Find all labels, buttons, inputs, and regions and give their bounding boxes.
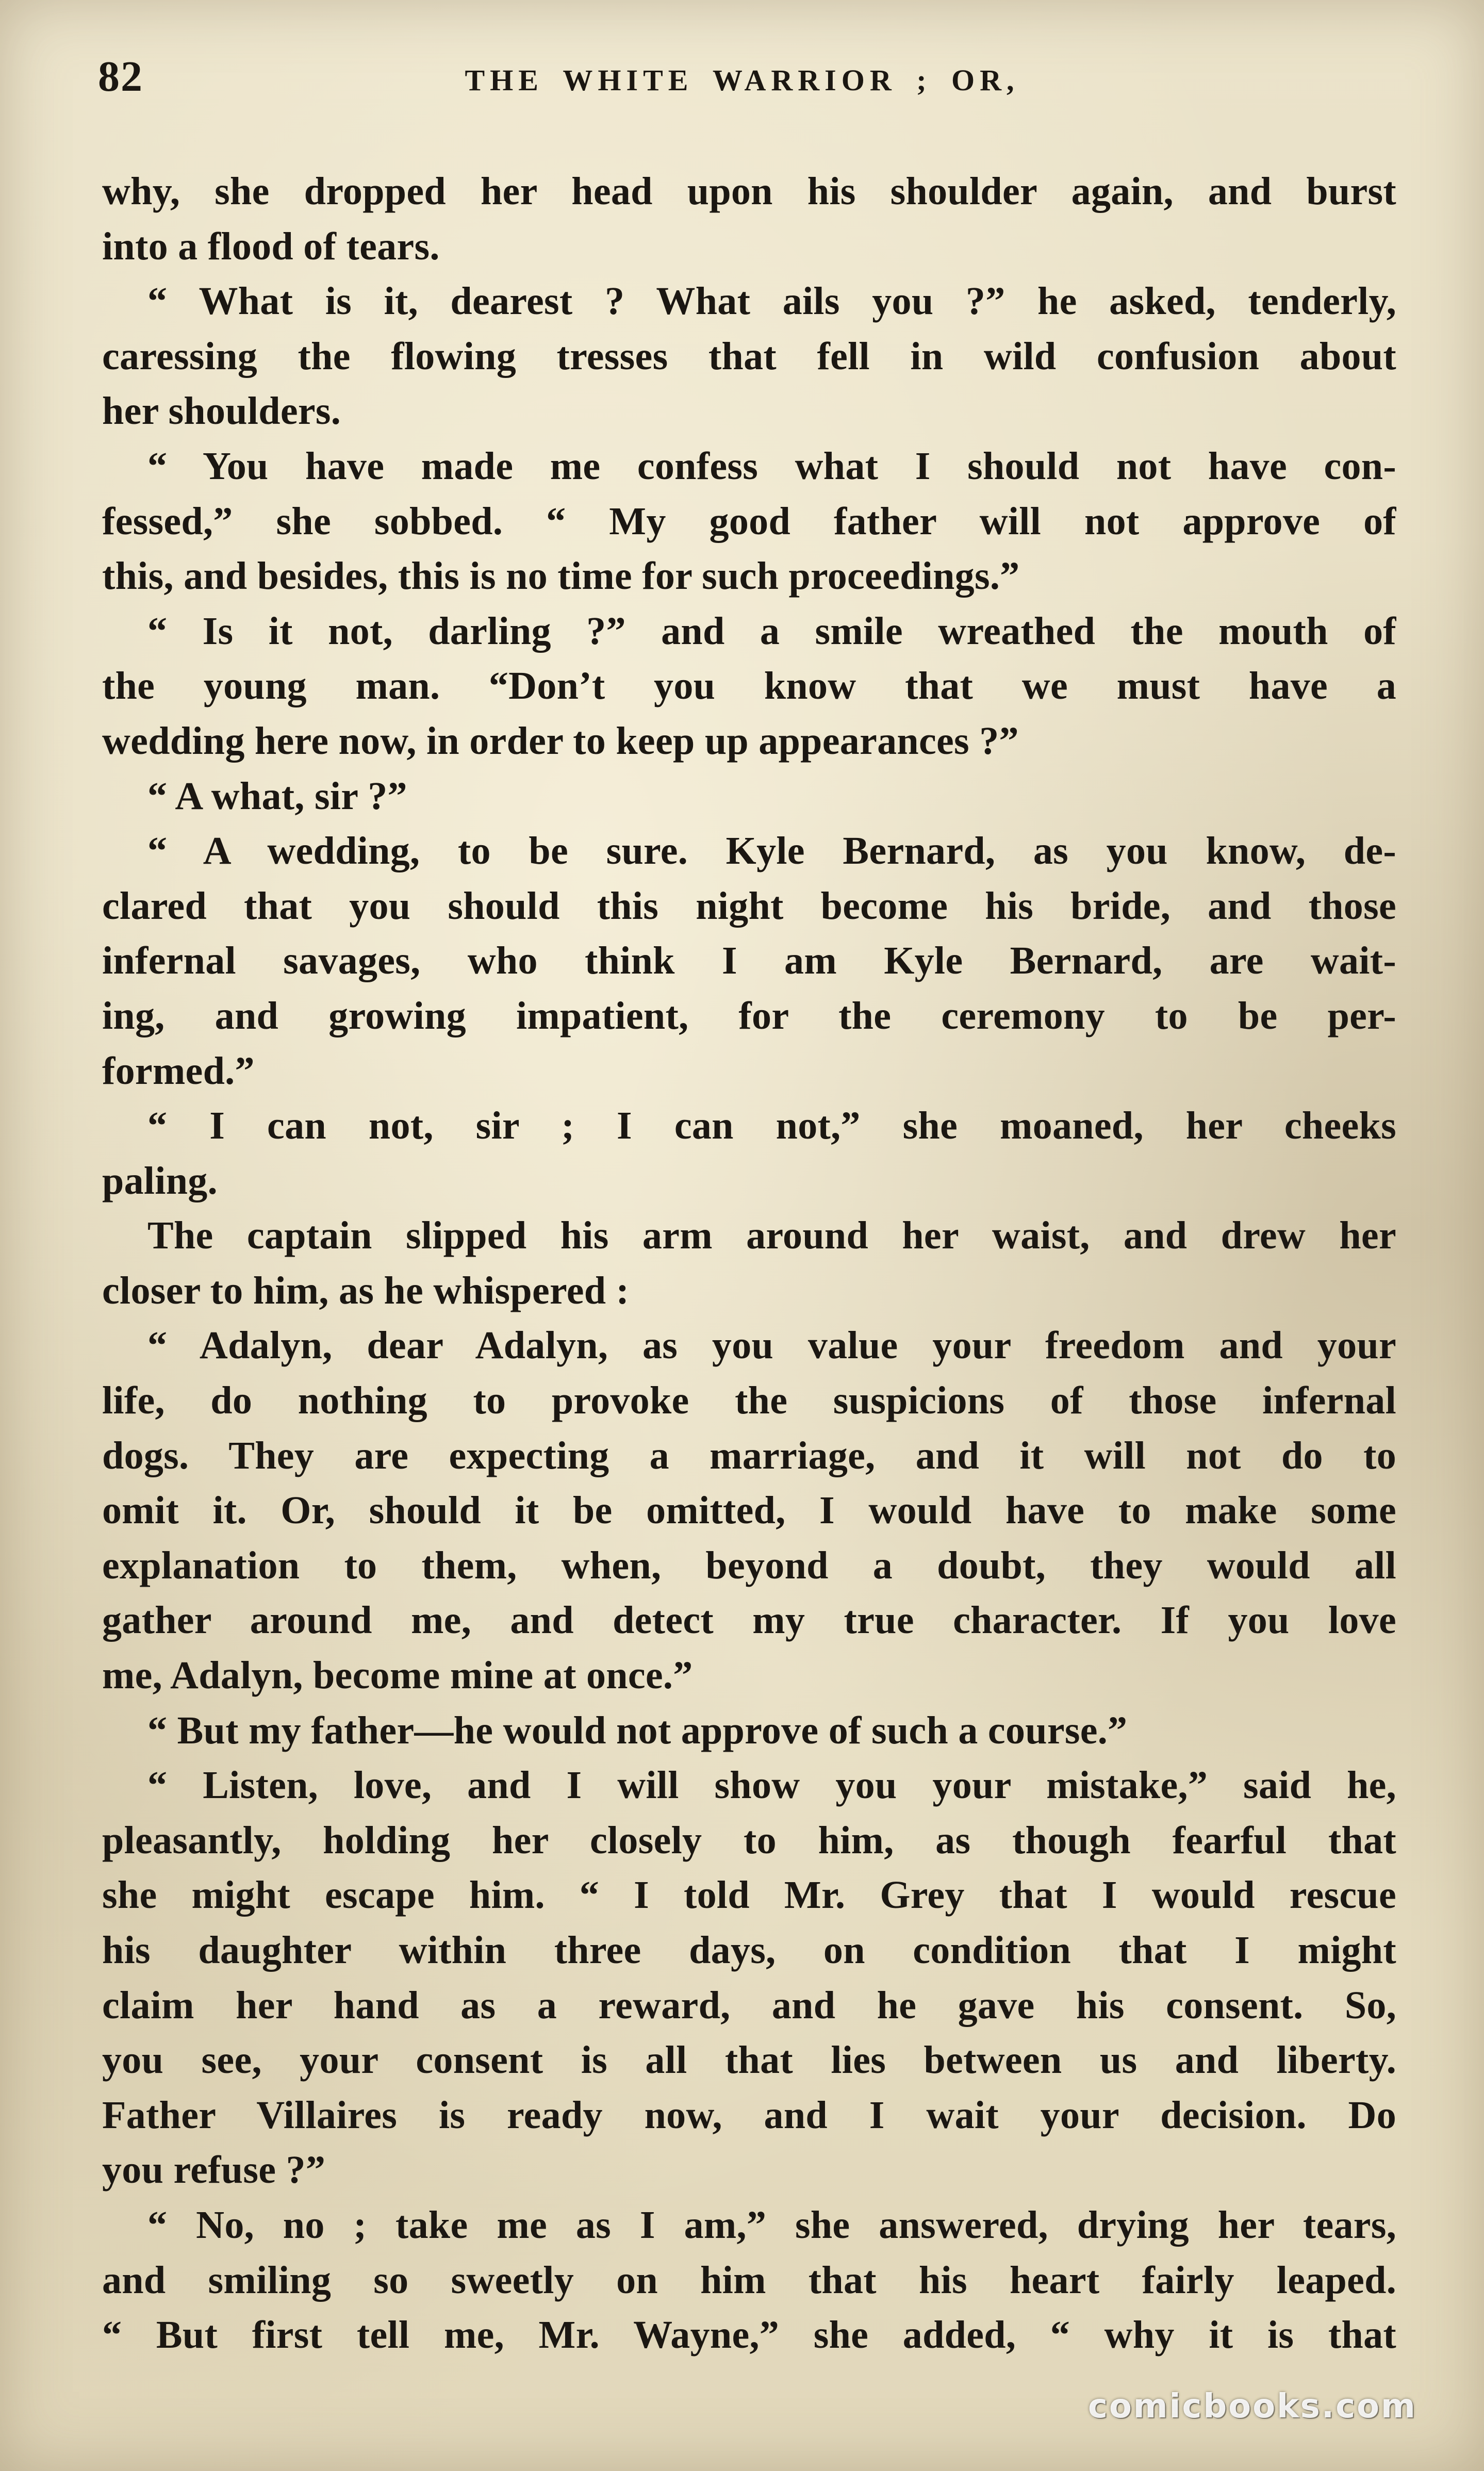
text-line: claim her hand as a reward, and he gave his consent. So, — [102, 1983, 1396, 2027]
text-line: gather around me, and detect my true character. If you love — [102, 1599, 1396, 1642]
text-line: “ Adalyn, dear Adalyn, as you value your freedom and your — [147, 1324, 1396, 1368]
text-line: caressing the flowing tresses that fell in wild confusion about — [102, 334, 1396, 378]
text-line: you see, your consent is all that lies between us and liberty. — [102, 2038, 1396, 2082]
text-line: ing, and growing impatient, for the ceremony to be per- — [102, 994, 1396, 1037]
text-line: the young man. “Don’t you know that we must have a — [102, 664, 1396, 708]
text-line: “ What is it, dearest ? What ails you ?” he asked, tenderly, — [147, 279, 1396, 323]
text-line: “ But first tell me, Mr. Wayne,” she added, “ why it is that — [102, 2313, 1396, 2357]
text-line: her shoulders. — [102, 389, 341, 433]
text-line: you refuse ?” — [102, 2148, 326, 2192]
text-line: wedding here now, in order to keep up appearances ?” — [102, 719, 1019, 763]
text-line: and smiling so sweetly on him that his heart fairly leaped. — [102, 2258, 1396, 2302]
text-line: into a flood of tears. — [102, 224, 440, 268]
text-line: his daughter within three days, on condition that I might — [102, 1929, 1396, 1972]
text-line: paling. — [102, 1159, 218, 1202]
running-head — [0, 52, 1484, 113]
page-number: 82 — [98, 53, 143, 101]
text-line: why, she dropped her head upon his shoulder again, and burst — [102, 170, 1396, 213]
text-line: pleasantly, holding her closely to him, as though fearful that — [102, 1818, 1396, 1862]
text-line: Father Villaires is ready now, and I wait your decision. Do — [102, 2093, 1396, 2137]
text-line: clared that you should this night become his bride, and those — [102, 884, 1396, 928]
text-line: “ I can not, sir ; I can not,” she moaned, her cheeks — [147, 1104, 1396, 1148]
text-line: this, and besides, this is no time for such proceedings.” — [102, 554, 1020, 598]
text-line: life, do nothing to provoke the suspicions of those infernal — [102, 1379, 1396, 1423]
text-line: “ Listen, love, and I will show you your mistake,” said he, — [147, 1764, 1396, 1807]
text-line: The captain slipped his arm around her waist, and drew her — [147, 1214, 1396, 1258]
text-line: “ But my father—he would not approve of such a course.” — [147, 1708, 1128, 1752]
text-line: infernal savages, who think I am Kyle Bernard, are wait- — [102, 939, 1396, 983]
running-title: THE WHITE WARRIOR ; OR, — [465, 63, 1019, 97]
text-line: omit it. Or, should it be omitted, I would have to make some — [102, 1489, 1396, 1533]
text-line: fessed,” she sobbed. “ My good father will not approve of — [102, 499, 1396, 543]
body-text — [102, 164, 1396, 2363]
text-line: closer to him, as he whispered : — [102, 1269, 630, 1312]
text-line: “ A what, sir ?” — [147, 774, 407, 818]
text-line: dogs. They are expecting a marriage, and it will not do to — [102, 1434, 1396, 1477]
text-line: she might escape him. “ I told Mr. Grey that I would rescue — [102, 1873, 1396, 1917]
text-line: “ A wedding, to be sure. Kyle Bernard, as you know, de- — [147, 829, 1396, 873]
text-line: me, Adalyn, become mine at once.” — [102, 1654, 693, 1698]
text-line: “ Is it not, darling ?” and a smile wreathed the mouth of — [147, 609, 1396, 653]
text-line: “ You have made me confess what I should not have con- — [147, 444, 1396, 488]
watermark: comicbooks.com — [1088, 2387, 1417, 2426]
text-line: explanation to them, when, beyond a doubt, they would all — [102, 1543, 1396, 1587]
text-line: “ No, no ; take me as I am,” she answered, drying her tears, — [147, 2203, 1396, 2247]
text-line: formed.” — [102, 1049, 255, 1093]
